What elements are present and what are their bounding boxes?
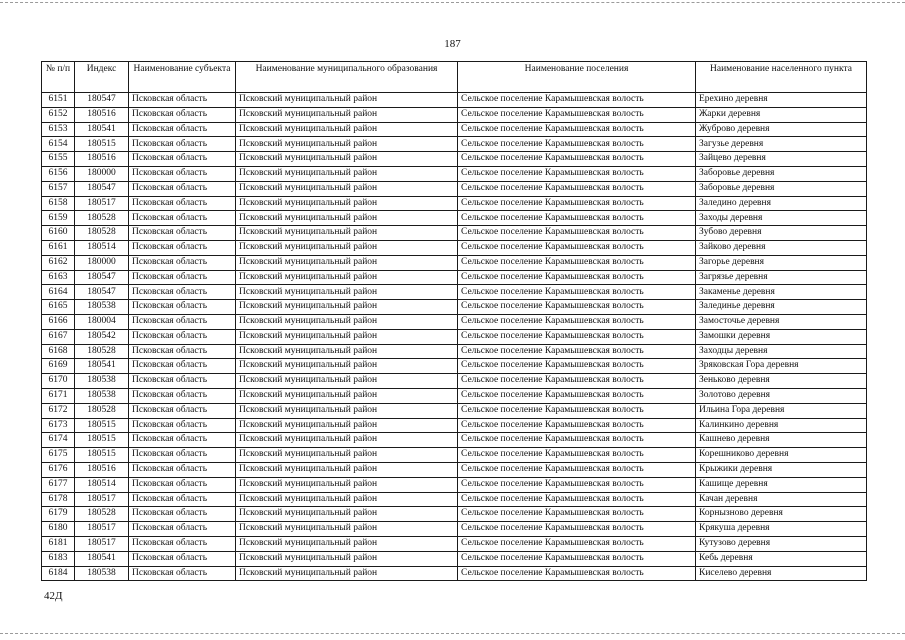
- postal-index-cell: 180515: [75, 137, 129, 152]
- row-number-cell: 6178: [42, 492, 75, 507]
- table-row: [42, 551, 867, 566]
- column-header-index: Индекс: [75, 62, 129, 93]
- subject-cell: Псковская область: [129, 255, 236, 270]
- table-row: [42, 107, 867, 122]
- row-number-cell: 6177: [42, 477, 75, 492]
- locality-cell: Замошки деревня: [696, 329, 867, 344]
- table-row: [42, 255, 867, 270]
- subject-cell: Псковская область: [129, 93, 236, 108]
- subject-cell: Псковская область: [129, 137, 236, 152]
- settlement-cell: Сельское поселение Карамышевская волость: [458, 181, 696, 196]
- settlement-cell: Сельское поселение Карамышевская волость: [458, 477, 696, 492]
- table-row: [42, 522, 867, 537]
- postal-index-cell: 180515: [75, 418, 129, 433]
- subject-cell: Псковская область: [129, 285, 236, 300]
- row-number-cell: 6184: [42, 566, 75, 581]
- row-number-cell: 6153: [42, 122, 75, 137]
- settlement-cell: Сельское поселение Карамышевская волость: [458, 285, 696, 300]
- table-row: [42, 536, 867, 551]
- postal-index-cell: 180541: [75, 122, 129, 137]
- settlement-cell: Сельское поселение Карамышевская волость: [458, 137, 696, 152]
- table-row: [42, 403, 867, 418]
- municipality-cell: Псковский муниципальный район: [236, 566, 458, 581]
- table-row: [42, 329, 867, 344]
- table-row: [42, 152, 867, 167]
- locality-cell: Зряковская Гора деревня: [696, 359, 867, 374]
- settlement-cell: Сельское поселение Карамышевская волость: [458, 344, 696, 359]
- subject-cell: Псковская область: [129, 166, 236, 181]
- settlement-cell: Сельское поселение Карамышевская волость: [458, 107, 696, 122]
- postal-index-cell: 180538: [75, 300, 129, 315]
- table-row: [42, 388, 867, 403]
- table-row: [42, 359, 867, 374]
- subject-cell: Псковская область: [129, 462, 236, 477]
- locality-cell: Кутузово деревня: [696, 536, 867, 551]
- row-number-cell: 6162: [42, 255, 75, 270]
- municipality-cell: Псковский муниципальный район: [236, 388, 458, 403]
- row-number-cell: 6181: [42, 536, 75, 551]
- table-row: [42, 122, 867, 137]
- locality-cell: Ильина Гора деревня: [696, 403, 867, 418]
- row-number-cell: 6163: [42, 270, 75, 285]
- municipality-cell: Псковский муниципальный район: [236, 226, 458, 241]
- row-number-cell: 6179: [42, 507, 75, 522]
- subject-cell: Псковская область: [129, 477, 236, 492]
- table-row: [42, 270, 867, 285]
- locality-cell: Корешниково деревня: [696, 448, 867, 463]
- postal-index-cell: 180000: [75, 255, 129, 270]
- table-row: [42, 566, 867, 581]
- table-row: [42, 226, 867, 241]
- postal-index-cell: 180547: [75, 285, 129, 300]
- municipality-cell: Псковский муниципальный район: [236, 93, 458, 108]
- footer-code: 42Д: [44, 590, 63, 602]
- table-row: [42, 462, 867, 477]
- row-number-cell: 6161: [42, 240, 75, 255]
- table-row: [42, 477, 867, 492]
- table-row: [42, 240, 867, 255]
- locality-cell: Заледино деревня: [696, 196, 867, 211]
- municipality-cell: Псковский муниципальный район: [236, 270, 458, 285]
- table-body: [42, 93, 867, 581]
- row-number-cell: 6155: [42, 152, 75, 167]
- settlement-cell: Сельское поселение Карамышевская волость: [458, 536, 696, 551]
- table-row: [42, 344, 867, 359]
- row-number-cell: 6157: [42, 181, 75, 196]
- subject-cell: Псковская область: [129, 507, 236, 522]
- settlement-cell: Сельское поселение Карамышевская волость: [458, 329, 696, 344]
- subject-cell: Псковская область: [129, 536, 236, 551]
- municipality-cell: Псковский муниципальный район: [236, 477, 458, 492]
- municipality-cell: Псковский муниципальный район: [236, 211, 458, 226]
- subject-cell: Псковская область: [129, 270, 236, 285]
- settlement-cell: Сельское поселение Карамышевская волость: [458, 507, 696, 522]
- row-number-cell: 6169: [42, 359, 75, 374]
- row-number-cell: 6166: [42, 314, 75, 329]
- postal-index-cell: 180517: [75, 536, 129, 551]
- subject-cell: Псковская область: [129, 359, 236, 374]
- settlement-cell: Сельское поселение Карамышевская волость: [458, 270, 696, 285]
- subject-cell: Псковская область: [129, 344, 236, 359]
- subject-cell: Псковская область: [129, 448, 236, 463]
- row-number-cell: 6176: [42, 462, 75, 477]
- subject-cell: Псковская область: [129, 211, 236, 226]
- column-header-settlement: Наименование поселения: [458, 62, 696, 93]
- row-number-cell: 6152: [42, 107, 75, 122]
- subject-cell: Псковская область: [129, 152, 236, 167]
- municipality-cell: Псковский муниципальный район: [236, 255, 458, 270]
- row-number-cell: 6180: [42, 522, 75, 537]
- settlement-cell: Сельское поселение Карамышевская волость: [458, 314, 696, 329]
- settlement-cell: Сельское поселение Карамышевская волость: [458, 196, 696, 211]
- settlement-cell: Сельское поселение Карамышевская волость: [458, 359, 696, 374]
- postal-index-cell: 180514: [75, 477, 129, 492]
- column-header-subject: Наименование субъекта: [129, 62, 236, 93]
- row-number-cell: 6156: [42, 166, 75, 181]
- table-row: [42, 300, 867, 315]
- municipality-cell: Псковский муниципальный район: [236, 240, 458, 255]
- table-row: [42, 166, 867, 181]
- subject-cell: Псковская область: [129, 314, 236, 329]
- settlement-cell: Сельское поселение Карамышевская волость: [458, 93, 696, 108]
- locality-cell: Загорье деревня: [696, 255, 867, 270]
- postal-index-cell: 180528: [75, 211, 129, 226]
- column-header-municipality: Наименование муниципального образования: [236, 62, 458, 93]
- locality-cell: Корнызново деревня: [696, 507, 867, 522]
- postal-index-cell: 180541: [75, 551, 129, 566]
- subject-cell: Псковская область: [129, 374, 236, 389]
- municipality-cell: Псковский муниципальный район: [236, 507, 458, 522]
- locality-cell: Золотово деревня: [696, 388, 867, 403]
- scan-edge-top: [0, 2, 905, 3]
- row-number-cell: 6170: [42, 374, 75, 389]
- postal-index-cell: 180541: [75, 359, 129, 374]
- municipality-cell: Псковский муниципальный район: [236, 329, 458, 344]
- row-number-cell: 6172: [42, 403, 75, 418]
- settlement-cell: Сельское поселение Карамышевская волость: [458, 418, 696, 433]
- postal-index-cell: 180000: [75, 166, 129, 181]
- subject-cell: Псковская область: [129, 181, 236, 196]
- table-header-row: [42, 62, 867, 93]
- subject-cell: Псковская область: [129, 240, 236, 255]
- row-number-cell: 6158: [42, 196, 75, 211]
- postal-index-cell: 180516: [75, 107, 129, 122]
- postal-index-cell: 180516: [75, 152, 129, 167]
- settlement-cell: Сельское поселение Карамышевская волость: [458, 448, 696, 463]
- locality-cell: Залединье деревня: [696, 300, 867, 315]
- settlement-cell: Сельское поселение Карамышевская волость: [458, 300, 696, 315]
- locality-cell: Кашище деревня: [696, 477, 867, 492]
- subject-cell: Псковская область: [129, 107, 236, 122]
- row-number-cell: 6174: [42, 433, 75, 448]
- column-header-locality: Наименование населенного пункта: [696, 62, 867, 93]
- settlement-cell: Сельское поселение Карамышевская волость: [458, 551, 696, 566]
- locality-cell: Калинкино деревня: [696, 418, 867, 433]
- locality-cell: Крякуша деревня: [696, 522, 867, 537]
- row-number-cell: 6168: [42, 344, 75, 359]
- municipality-cell: Псковский муниципальный район: [236, 314, 458, 329]
- postal-index-cell: 180547: [75, 270, 129, 285]
- locality-cell: Крыжики деревня: [696, 462, 867, 477]
- postal-index-cell: 180515: [75, 433, 129, 448]
- table-row: [42, 211, 867, 226]
- subject-cell: Псковская область: [129, 551, 236, 566]
- locality-cell: Кашнево деревня: [696, 433, 867, 448]
- municipality-cell: Псковский муниципальный район: [236, 418, 458, 433]
- table-row: [42, 285, 867, 300]
- municipality-cell: Псковский муниципальный район: [236, 403, 458, 418]
- municipality-cell: Псковский муниципальный район: [236, 448, 458, 463]
- subject-cell: Псковская область: [129, 418, 236, 433]
- locality-cell: Заборовье деревня: [696, 166, 867, 181]
- locality-cell: Замосточье деревня: [696, 314, 867, 329]
- table-row: [42, 492, 867, 507]
- subject-cell: Псковская область: [129, 196, 236, 211]
- settlement-cell: Сельское поселение Карамышевская волость: [458, 255, 696, 270]
- settlement-cell: Сельское поселение Карамышевская волость: [458, 374, 696, 389]
- settlement-cell: Сельское поселение Карамышевская волость: [458, 388, 696, 403]
- postal-index-cell: 180514: [75, 240, 129, 255]
- postal-index-cell: 180528: [75, 507, 129, 522]
- settlement-cell: Сельское поселение Карамышевская волость: [458, 166, 696, 181]
- row-number-cell: 6164: [42, 285, 75, 300]
- locality-cell: Зайково деревня: [696, 240, 867, 255]
- municipality-cell: Псковский муниципальный район: [236, 166, 458, 181]
- table-row: [42, 433, 867, 448]
- table-row: [42, 196, 867, 211]
- locality-cell: Жарки деревня: [696, 107, 867, 122]
- subject-cell: Псковская область: [129, 122, 236, 137]
- municipality-cell: Псковский муниципальный район: [236, 551, 458, 566]
- locality-cell: Зеньково деревня: [696, 374, 867, 389]
- locality-cell: Заходы деревня: [696, 211, 867, 226]
- row-number-cell: 6173: [42, 418, 75, 433]
- postal-index-cell: 180538: [75, 374, 129, 389]
- postal-index-cell: 180517: [75, 492, 129, 507]
- settlement-cell: Сельское поселение Карамышевская волость: [458, 462, 696, 477]
- locality-cell: Загузье деревня: [696, 137, 867, 152]
- column-header-number: № п/п: [42, 62, 75, 93]
- settlement-cell: Сельское поселение Карамышевская волость: [458, 122, 696, 137]
- postal-index-cell: 180528: [75, 344, 129, 359]
- subject-cell: Псковская область: [129, 433, 236, 448]
- postal-index-cell: 180538: [75, 566, 129, 581]
- postal-index-cell: 180517: [75, 522, 129, 537]
- municipality-cell: Псковский муниципальный район: [236, 122, 458, 137]
- settlement-cell: Сельское поселение Карамышевская волость: [458, 566, 696, 581]
- table-row: [42, 374, 867, 389]
- table-row: [42, 137, 867, 152]
- settlement-cell: Сельское поселение Карамышевская волость: [458, 522, 696, 537]
- postal-index-cell: 180542: [75, 329, 129, 344]
- row-number-cell: 6154: [42, 137, 75, 152]
- locality-cell: Закаменье деревня: [696, 285, 867, 300]
- subject-cell: Псковская область: [129, 522, 236, 537]
- locality-cell: Киселево деревня: [696, 566, 867, 581]
- subject-cell: Псковская область: [129, 388, 236, 403]
- table-row: [42, 93, 867, 108]
- locality-cell: Ерехино деревня: [696, 93, 867, 108]
- locality-cell: Заборовье деревня: [696, 181, 867, 196]
- subject-cell: Псковская область: [129, 492, 236, 507]
- locality-cell: Заходцы деревня: [696, 344, 867, 359]
- settlement-cell: Сельское поселение Карамышевская волость: [458, 226, 696, 241]
- table-row: [42, 507, 867, 522]
- locality-cell: Кебь деревня: [696, 551, 867, 566]
- row-number-cell: 6151: [42, 93, 75, 108]
- municipality-cell: Псковский муниципальный район: [236, 137, 458, 152]
- settlement-cell: Сельское поселение Карамышевская волость: [458, 152, 696, 167]
- row-number-cell: 6159: [42, 211, 75, 226]
- postal-index-cell: 180515: [75, 448, 129, 463]
- settlement-cell: Сельское поселение Карамышевская волость: [458, 433, 696, 448]
- row-number-cell: 6167: [42, 329, 75, 344]
- page-number: 187: [444, 38, 461, 50]
- locality-cell: Зайцево деревня: [696, 152, 867, 167]
- subject-cell: Псковская область: [129, 329, 236, 344]
- row-number-cell: 6171: [42, 388, 75, 403]
- postal-index-cell: 180547: [75, 93, 129, 108]
- settlements-table: [41, 61, 867, 581]
- table-row: [42, 448, 867, 463]
- locality-cell: Качан деревня: [696, 492, 867, 507]
- locality-cell: Загрязье деревня: [696, 270, 867, 285]
- settlement-cell: Сельское поселение Карамышевская волость: [458, 240, 696, 255]
- settlement-cell: Сельское поселение Карамышевская волость: [458, 403, 696, 418]
- municipality-cell: Псковский муниципальный район: [236, 300, 458, 315]
- municipality-cell: Псковский муниципальный район: [236, 152, 458, 167]
- postal-index-cell: 180517: [75, 196, 129, 211]
- table-row: [42, 181, 867, 196]
- settlement-cell: Сельское поселение Карамышевская волость: [458, 211, 696, 226]
- municipality-cell: Псковский муниципальный район: [236, 196, 458, 211]
- municipality-cell: Псковский муниципальный район: [236, 492, 458, 507]
- row-number-cell: 6183: [42, 551, 75, 566]
- postal-index-cell: 180516: [75, 462, 129, 477]
- table-row: [42, 418, 867, 433]
- subject-cell: Псковская область: [129, 403, 236, 418]
- locality-cell: Жуброво деревня: [696, 122, 867, 137]
- municipality-cell: Псковский муниципальный район: [236, 462, 458, 477]
- locality-cell: Зубово деревня: [696, 226, 867, 241]
- subject-cell: Псковская область: [129, 226, 236, 241]
- postal-index-cell: 180528: [75, 403, 129, 418]
- subject-cell: Псковская область: [129, 566, 236, 581]
- row-number-cell: 6160: [42, 226, 75, 241]
- postal-index-cell: 180004: [75, 314, 129, 329]
- municipality-cell: Псковский муниципальный район: [236, 181, 458, 196]
- municipality-cell: Псковский муниципальный район: [236, 374, 458, 389]
- postal-index-cell: 180538: [75, 388, 129, 403]
- municipality-cell: Псковский муниципальный район: [236, 344, 458, 359]
- municipality-cell: Псковский муниципальный район: [236, 359, 458, 374]
- municipality-cell: Псковский муниципальный район: [236, 107, 458, 122]
- row-number-cell: 6165: [42, 300, 75, 315]
- table-row: [42, 314, 867, 329]
- row-number-cell: 6175: [42, 448, 75, 463]
- municipality-cell: Псковский муниципальный район: [236, 433, 458, 448]
- postal-index-cell: 180528: [75, 226, 129, 241]
- postal-index-cell: 180547: [75, 181, 129, 196]
- municipality-cell: Псковский муниципальный район: [236, 536, 458, 551]
- subject-cell: Псковская область: [129, 300, 236, 315]
- municipality-cell: Псковский муниципальный район: [236, 285, 458, 300]
- settlement-cell: Сельское поселение Карамышевская волость: [458, 492, 696, 507]
- municipality-cell: Псковский муниципальный район: [236, 522, 458, 537]
- scan-edge-bottom: [0, 633, 905, 634]
